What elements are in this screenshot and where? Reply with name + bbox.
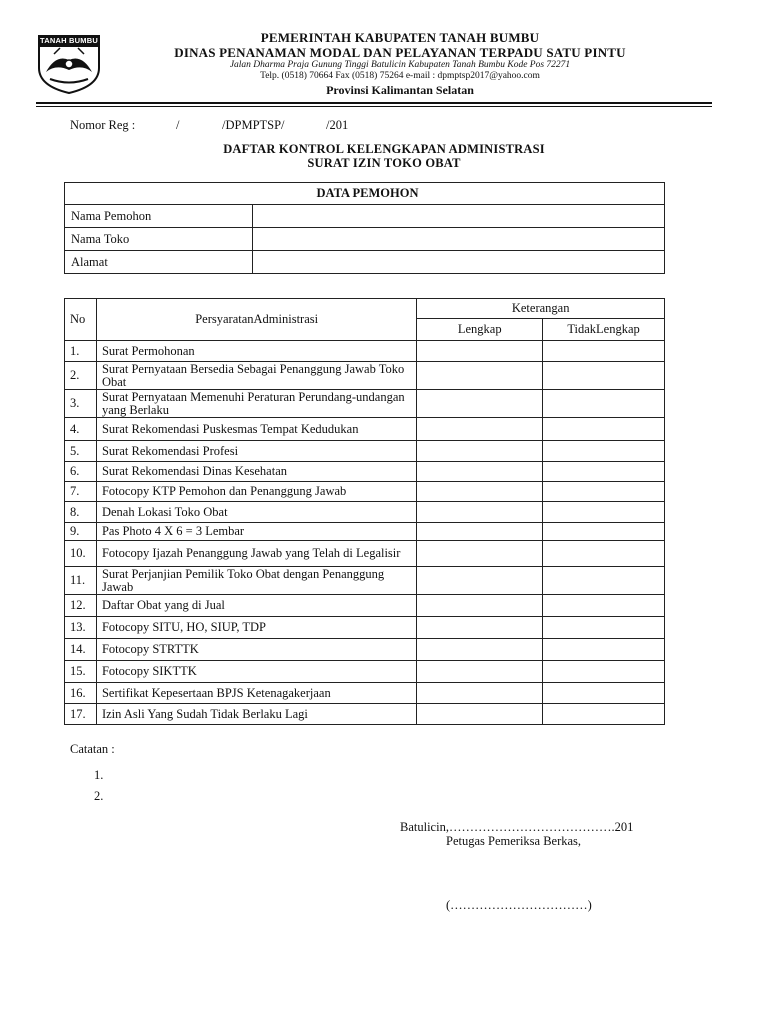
tidak-lengkap-checkbox-cell[interactable] [543, 541, 665, 567]
note-item: 1. [94, 768, 104, 782]
col-no-header: No [65, 299, 97, 341]
table-row [65, 639, 665, 661]
requirement-text: Denah Lokasi Toko Obat [96, 502, 416, 523]
field-label: Alamat [65, 251, 253, 274]
requirement-text: Fotocopy SIKTTK [96, 661, 416, 683]
tidak-lengkap-checkbox-cell[interactable] [543, 523, 665, 541]
table-row [65, 541, 665, 567]
lengkap-checkbox-cell[interactable] [417, 567, 543, 595]
tidak-lengkap-checkbox-cell[interactable] [543, 567, 665, 595]
table-row [65, 683, 665, 704]
row-number: 13. [65, 617, 97, 639]
notes-label: Catatan : [70, 742, 115, 756]
nomor-reg-label: Nomor Reg : [70, 118, 136, 132]
row-number: 7. [65, 482, 97, 502]
lengkap-checkbox-cell[interactable] [417, 390, 543, 418]
tidak-lengkap-checkbox-cell[interactable] [543, 390, 665, 418]
lengkap-checkbox-cell[interactable] [417, 523, 543, 541]
requirement-text: Daftar Obat yang di Jual [96, 595, 416, 617]
province-name: Provinsi Kalimantan Selatan [326, 83, 474, 97]
letterhead [0, 0, 768, 104]
table-row [65, 462, 665, 482]
tidak-lengkap-checkbox-cell[interactable] [543, 683, 665, 704]
table-row [65, 567, 665, 595]
alamat-field[interactable] [253, 251, 665, 274]
document-subtitle: SURAT IZIN TOKO OBAT [307, 156, 461, 170]
header-rule-thin [36, 106, 712, 107]
row-number: 11. [65, 567, 97, 595]
row-number: 3. [65, 390, 97, 418]
table-row [65, 661, 665, 683]
col-keterangan-header: Keterangan [417, 299, 665, 319]
table-row [65, 251, 665, 274]
col-requirement-header: PersyaratanAdministrasi [96, 299, 416, 341]
header-rule-thick [36, 102, 712, 104]
table-row [65, 482, 665, 502]
tidak-lengkap-checkbox-cell[interactable] [543, 418, 665, 441]
tidak-lengkap-checkbox-cell[interactable] [543, 639, 665, 661]
field-label: Nama Pemohon [65, 205, 253, 228]
requirement-text: Surat Pernyataan Memenuhi Peraturan Perundang-undangan yang Berlaku [96, 390, 416, 418]
lengkap-checkbox-cell[interactable] [417, 418, 543, 441]
row-number: 1. [65, 341, 97, 362]
row-number: 2. [65, 362, 97, 390]
tidak-lengkap-checkbox-cell[interactable] [543, 462, 665, 482]
requirement-text: Surat Perjanjian Pemilik Toko Obat dengan Penanggung Jawab [96, 567, 416, 595]
agency-name: DINAS PENANAMAN MODAL DAN PELAYANAN TERPADU SATU PINTU [174, 45, 626, 60]
row-number: 5. [65, 441, 97, 462]
requirement-text: Fotocopy STRTTK [96, 639, 416, 661]
table-row [65, 418, 665, 441]
tidak-lengkap-checkbox-cell[interactable] [543, 704, 665, 725]
table-row [65, 523, 665, 541]
lengkap-checkbox-cell[interactable] [417, 661, 543, 683]
signature-role: Petugas Pemeriksa Berkas, [446, 834, 582, 848]
requirement-text: Fotocopy Ijazah Penanggung Jawab yang Telah di Legalisir [96, 541, 416, 567]
requirements-table [64, 298, 665, 725]
nama-pemohon-field[interactable] [253, 205, 665, 228]
agency-contact: Telp. (0518) 70664 Fax (0518) 75264 e-mail : dpmptsp2017@yahoo.com [260, 71, 540, 81]
requirement-text: Surat Rekomendasi Profesi [96, 441, 416, 462]
tidak-lengkap-checkbox-cell[interactable] [543, 502, 665, 523]
applicant-data-heading: DATA PEMOHON [65, 183, 665, 205]
requirement-text: Surat Permohonan [96, 341, 416, 362]
agency-block [120, 30, 680, 98]
lengkap-checkbox-cell[interactable] [417, 462, 543, 482]
nomor-reg-year: /201 [326, 118, 349, 132]
col-lengkap-header: Lengkap [417, 319, 543, 341]
lengkap-checkbox-cell[interactable] [417, 441, 543, 462]
lengkap-checkbox-cell[interactable] [417, 595, 543, 617]
table-row [65, 617, 665, 639]
table-row [65, 502, 665, 523]
table-row [65, 441, 665, 462]
requirement-text: Fotocopy SITU, HO, SIUP, TDP [96, 617, 416, 639]
requirement-text: Izin Asli Yang Sudah Tidak Berlaku Lagi [96, 704, 416, 725]
lengkap-checkbox-cell[interactable] [417, 341, 543, 362]
requirement-text: Surat Pernyataan Bersedia Sebagai Penanggung Jawab Toko Obat [96, 362, 416, 390]
table-row [65, 595, 665, 617]
lengkap-checkbox-cell[interactable] [417, 617, 543, 639]
note-item: 2. [94, 789, 104, 803]
agency-address: Jalan Dharma Praja Gunung Tinggi Batulicin Kabupaten Tanah Bumbu Kode Pos 72271 [229, 60, 571, 70]
tidak-lengkap-checkbox-cell[interactable] [543, 595, 665, 617]
requirement-text: Sertifikat Kepesertaan BPJS Ketenagakerjaan [96, 683, 416, 704]
signature-name-blank: (……………………………) [446, 898, 592, 912]
signature-place-date: Batulicin,………………………………….201 [400, 820, 634, 834]
lengkap-checkbox-cell[interactable] [417, 362, 543, 390]
tidak-lengkap-checkbox-cell[interactable] [543, 341, 665, 362]
row-number: 9. [65, 523, 97, 541]
table-row [65, 390, 665, 418]
row-number: 8. [65, 502, 97, 523]
lengkap-checkbox-cell[interactable] [417, 683, 543, 704]
nama-toko-field[interactable] [253, 228, 665, 251]
row-number: 6. [65, 462, 97, 482]
tidak-lengkap-checkbox-cell[interactable] [543, 482, 665, 502]
table-row [65, 341, 665, 362]
requirement-text: Surat Rekomendasi Puskesmas Tempat Kedudukan [96, 418, 416, 441]
row-number: 15. [65, 661, 97, 683]
nomor-reg-sep-1: / [176, 118, 180, 132]
tidak-lengkap-checkbox-cell[interactable] [543, 362, 665, 390]
lengkap-checkbox-cell[interactable] [417, 541, 543, 567]
regency-emblem-icon [36, 34, 102, 94]
lengkap-checkbox-cell[interactable] [417, 704, 543, 725]
tidak-lengkap-checkbox-cell[interactable] [543, 661, 665, 683]
lengkap-checkbox-cell[interactable] [417, 482, 543, 502]
row-number: 17. [65, 704, 97, 725]
lengkap-checkbox-cell[interactable] [417, 502, 543, 523]
requirement-text: Pas Photo 4 X 6 = 3 Lembar [96, 523, 416, 541]
requirement-text: Surat Rekomendasi Dinas Kesehatan [96, 462, 416, 482]
col-tidak-lengkap-header: TidakLengkap [543, 319, 665, 341]
row-number: 4. [65, 418, 97, 441]
lengkap-checkbox-cell[interactable] [417, 639, 543, 661]
document-title: DAFTAR KONTROL KELENGKAPAN ADMINISTRASI [223, 142, 545, 156]
government-name: PEMERINTAH KABUPATEN TANAH BUMBU [260, 30, 540, 45]
row-number: 12. [65, 595, 97, 617]
table-row [65, 362, 665, 390]
requirement-text: Fotocopy KTP Pemohon dan Penanggung Jawab [96, 482, 416, 502]
table-row [65, 228, 665, 251]
table-row [65, 704, 665, 725]
row-number: 10. [65, 541, 97, 567]
logo-text: TANAH BUMBU [40, 36, 98, 45]
field-label: Nama Toko [65, 228, 253, 251]
table-row [65, 205, 665, 228]
tidak-lengkap-checkbox-cell[interactable] [543, 441, 665, 462]
row-number: 16. [65, 683, 97, 704]
applicant-data-table [64, 182, 665, 274]
requirements-rows [65, 341, 665, 725]
row-number: 14. [65, 639, 97, 661]
tidak-lengkap-checkbox-cell[interactable] [543, 617, 665, 639]
nomor-reg-sep-2: /DPMPTSP/ [222, 118, 285, 132]
